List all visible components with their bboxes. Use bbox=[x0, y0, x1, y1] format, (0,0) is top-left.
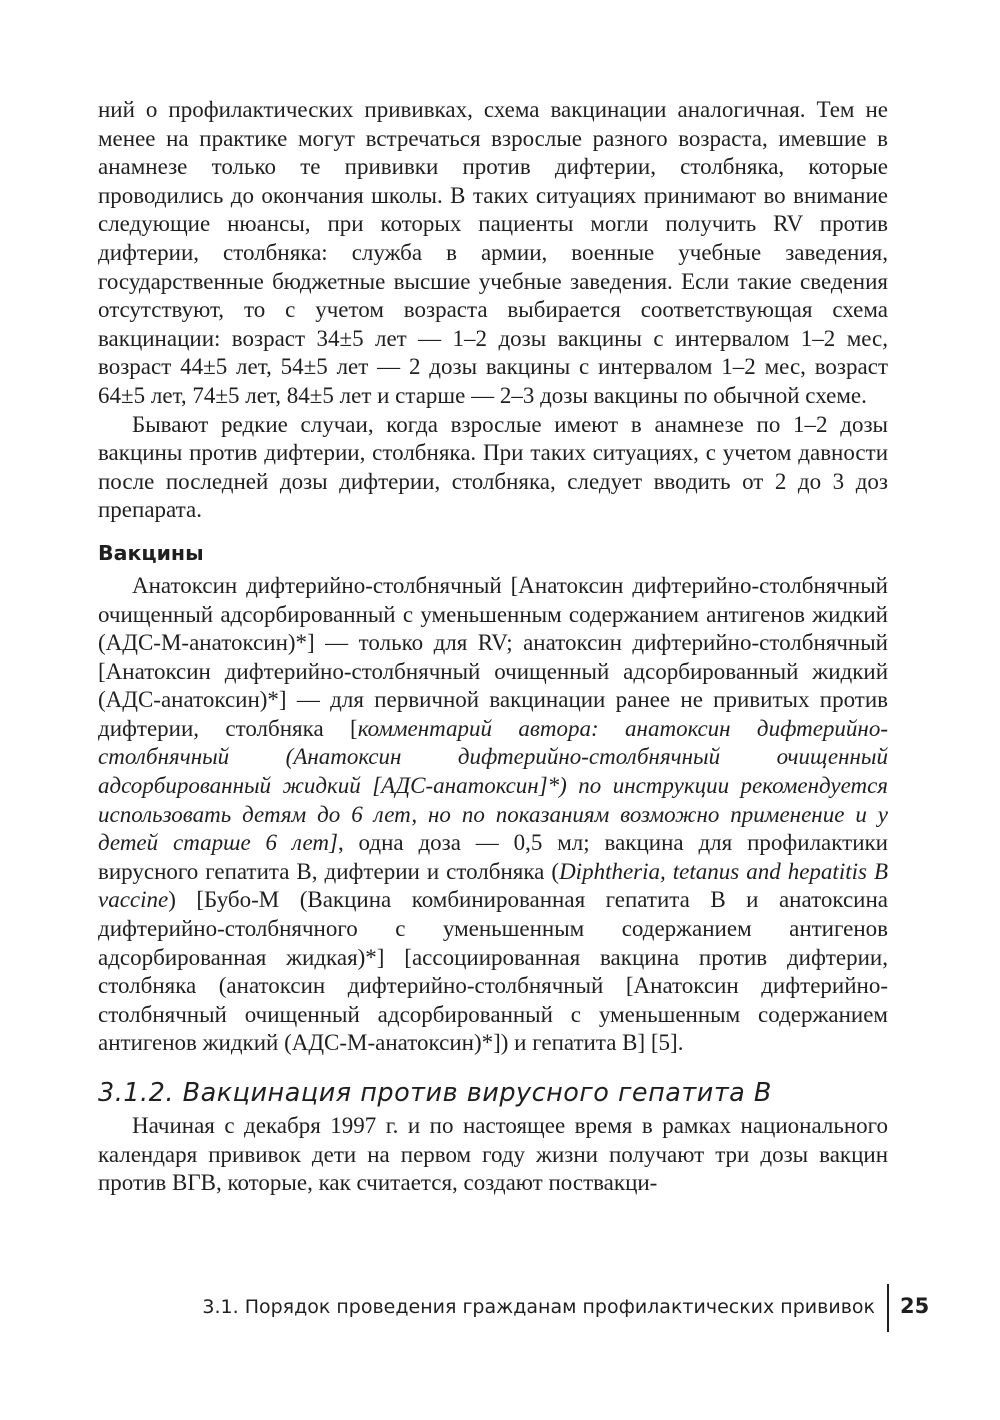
vaccines-text-part-3: ) [Бубо-М (Вакцина комбинированная гепатита В и анатоксина дифтерийно-столбнячного с уменьшенным содержанием антигенов адсорбированная жидкая)*] [ассоциированная вакцина против дифтерии, столбняка (анатоксин дифтерийно-столбнячный [Анатоксин дифтерийно-столбнячный очищенный адсорбированный с уменьшенным содержанием антигенов жидкий (АДС-М-анатоксин)*]) и гепатита В] [5]. bbox=[98, 887, 888, 1056]
heading-vaccines: Вакцины bbox=[98, 540, 204, 565]
vaccines-text-part-1: Анатоксин дифтерийно-столбнячный [Анатоксин дифтерийно-столбнячный очищенный адсорбированный с уменьшенным содержанием антигенов жидкий (АДС-М-анатоксин)*] — только для RV; анатоксин дифтерийно-столбнячный [Анатоксин дифтерийно-столбнячный очищенный адсорбированный жидкий (АДС-анатоксин)*] — для первичной вакцинации ранее не привитых против дифтерии, столбняка [ bbox=[98, 572, 888, 741]
footer-divider bbox=[887, 1284, 889, 1332]
paragraph-hepatitis-b-calendar: Начиная с декабря 1997 г. и по настоящее время в рамках национального календаря прививок дети на первом году жизни получают три дозы вакцин против ВГВ, которые, как считается, создают поствакци- bbox=[98, 1113, 888, 1196]
running-title: 3.1. Порядок проведения гражданам профилактических прививок bbox=[202, 1296, 875, 1318]
latin-vaccine-name: Diphtheria, tetanus and hepatitis B vaccine bbox=[98, 858, 888, 913]
page-body bbox=[98, 96, 888, 1198]
author-comment: комментарий автора: анатоксин дифтерийно-столбнячный (Анатоксин дифтерийно-столбнячный очищенный адсорбированный жидкий [АДС-анатоксин]*) по инструкции рекомендуется использовать детям до 6 лет, но по показаниям возможно применение и у детей старше 6 лет] bbox=[98, 715, 888, 856]
heading-section-3-1-2: 3.1.2. Вакцинация против вирусного гепатита В bbox=[98, 1078, 772, 1108]
page-footer bbox=[0, 1284, 1000, 1334]
page-number: 25 bbox=[900, 1294, 930, 1318]
vaccines-text-part-2: , одна доза — 0,5 мл; вакцина для профилактики вирусного гепатита В, дифтерии и столбняка ( bbox=[98, 830, 888, 884]
paragraph-vaccines-list bbox=[98, 572, 888, 1058]
paragraph-adult-vaccination-schemes: ний о профилактических прививках, схема вакцинации аналогичная. Тем не менее на практике могут встречаться взрослые разного возраста, имевшие в анамнезе только те прививки против дифтерии, столбняка, которые проводились до окончания школы. В таких ситуациях принимают во внимание следующие нюансы, при которых пациенты могли получить RV против дифтерии, столбняка: служба в армии, военные учебные заведения, государственные бюджетные высшие учебные заведения. Если такие сведения отсутствуют, то с учетом возраста выбирается соответствующая схема вакцинации: возраст 34±5 лет — 1–2 дозы вакцины с интервалом 1–2 мес, возраст 44±5 лет, 54±5 лет — 2 дозы вакцины с интервалом 1–2 мес, возраст 64±5 лет, 74±5 лет, 84±5 лет и старше — 2–3 дозы вакцины по обычной схеме. bbox=[98, 97, 888, 408]
paragraph-rare-cases: Бывают редкие случаи, когда взрослые имеют в анамнезе по 1–2 дозы вакцины против дифтерии, столбняка. При таких ситуациях, с учетом давности после последней дозы дифтерии, столбняка, следует вводить от 2 до 3 доз препарата. bbox=[98, 411, 888, 523]
